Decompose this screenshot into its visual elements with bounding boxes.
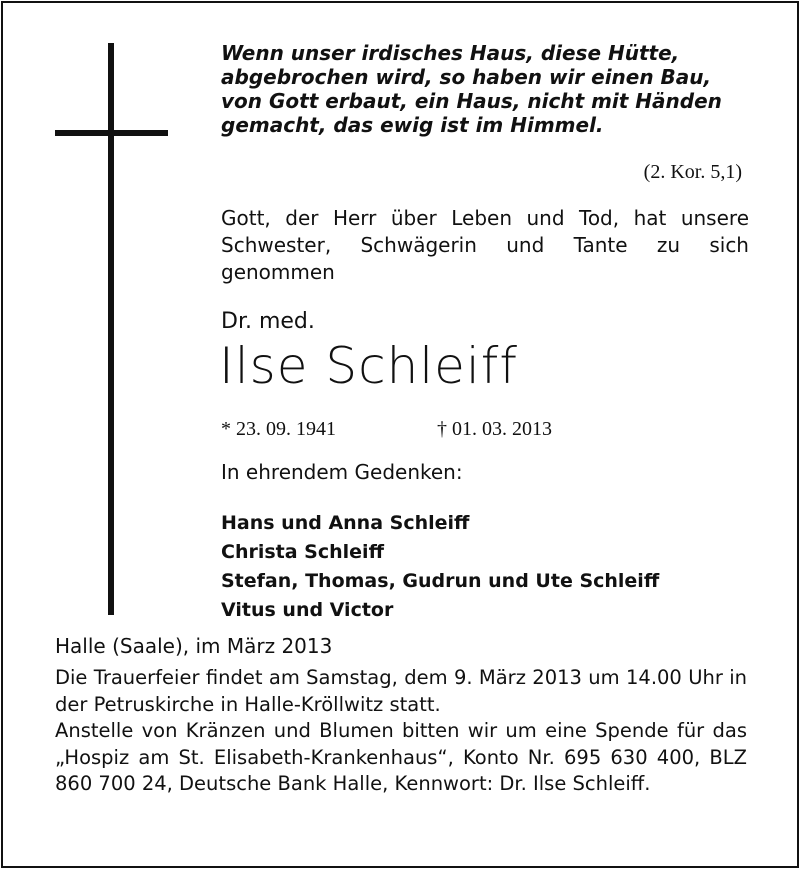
ceremony-text: Die Trauerfeier findet am Samstag, dem 9. März 2013 um 14.00 Uhr in der Petruskirche in Halle-Kröllwitz statt.	[55, 666, 747, 716]
donation-text: Anstelle von Kränzen und Blumen bitten wir um eine Spende für das „Hospiz am St. Elisabeth-Krankenhaus“, Konto Nr. 695 630 400, BLZ 860 700 24, Deutsche Bank Halle, Kennwort: Dr. Ilse Schleiff.	[55, 719, 747, 795]
mourner-item: Stefan, Thomas, Gudrun und Ute Schleiff	[221, 570, 660, 592]
verse-line: abgebrochen wird, so haben wir einen Bau,	[221, 65, 712, 89]
obituary-frame	[1, 1, 799, 868]
cross-icon-horizontal	[55, 130, 168, 136]
birth-date: * 23. 09. 1941	[221, 418, 336, 440]
verse-line: von Gott erbaut, ein Haus, nicht mit Händen	[221, 89, 722, 113]
memory-line: In ehrendem Gedenken:	[221, 460, 463, 484]
funeral-notice	[55, 665, 747, 798]
death-date: † 01. 03. 2013	[437, 418, 552, 440]
mourner-item: Christa Schleiff	[221, 541, 384, 563]
place-date: Halle (Saale), im März 2013	[55, 634, 333, 658]
verse-line: Wenn unser irdisches Haus, diese Hütte,	[221, 41, 680, 65]
cross-icon-vertical	[108, 43, 114, 615]
academic-title: Dr. med.	[221, 309, 315, 334]
mourners-list	[221, 509, 659, 625]
deceased-name: Ilse Schleiff	[219, 337, 519, 395]
mourner-item: Hans und Anna Schleiff	[221, 512, 470, 534]
bible-verse	[221, 41, 761, 137]
mourner-item: Vitus und Victor	[221, 599, 394, 621]
verse-line: gemacht, das ewig ist im Himmel.	[221, 113, 604, 137]
verse-reference: (2. Kor. 5,1)	[643, 161, 742, 183]
intro-text: Gott, der Herr über Leben und Tod, hat unsere Schwester, Schwägerin und Tante zu sich genommen	[221, 206, 749, 284]
